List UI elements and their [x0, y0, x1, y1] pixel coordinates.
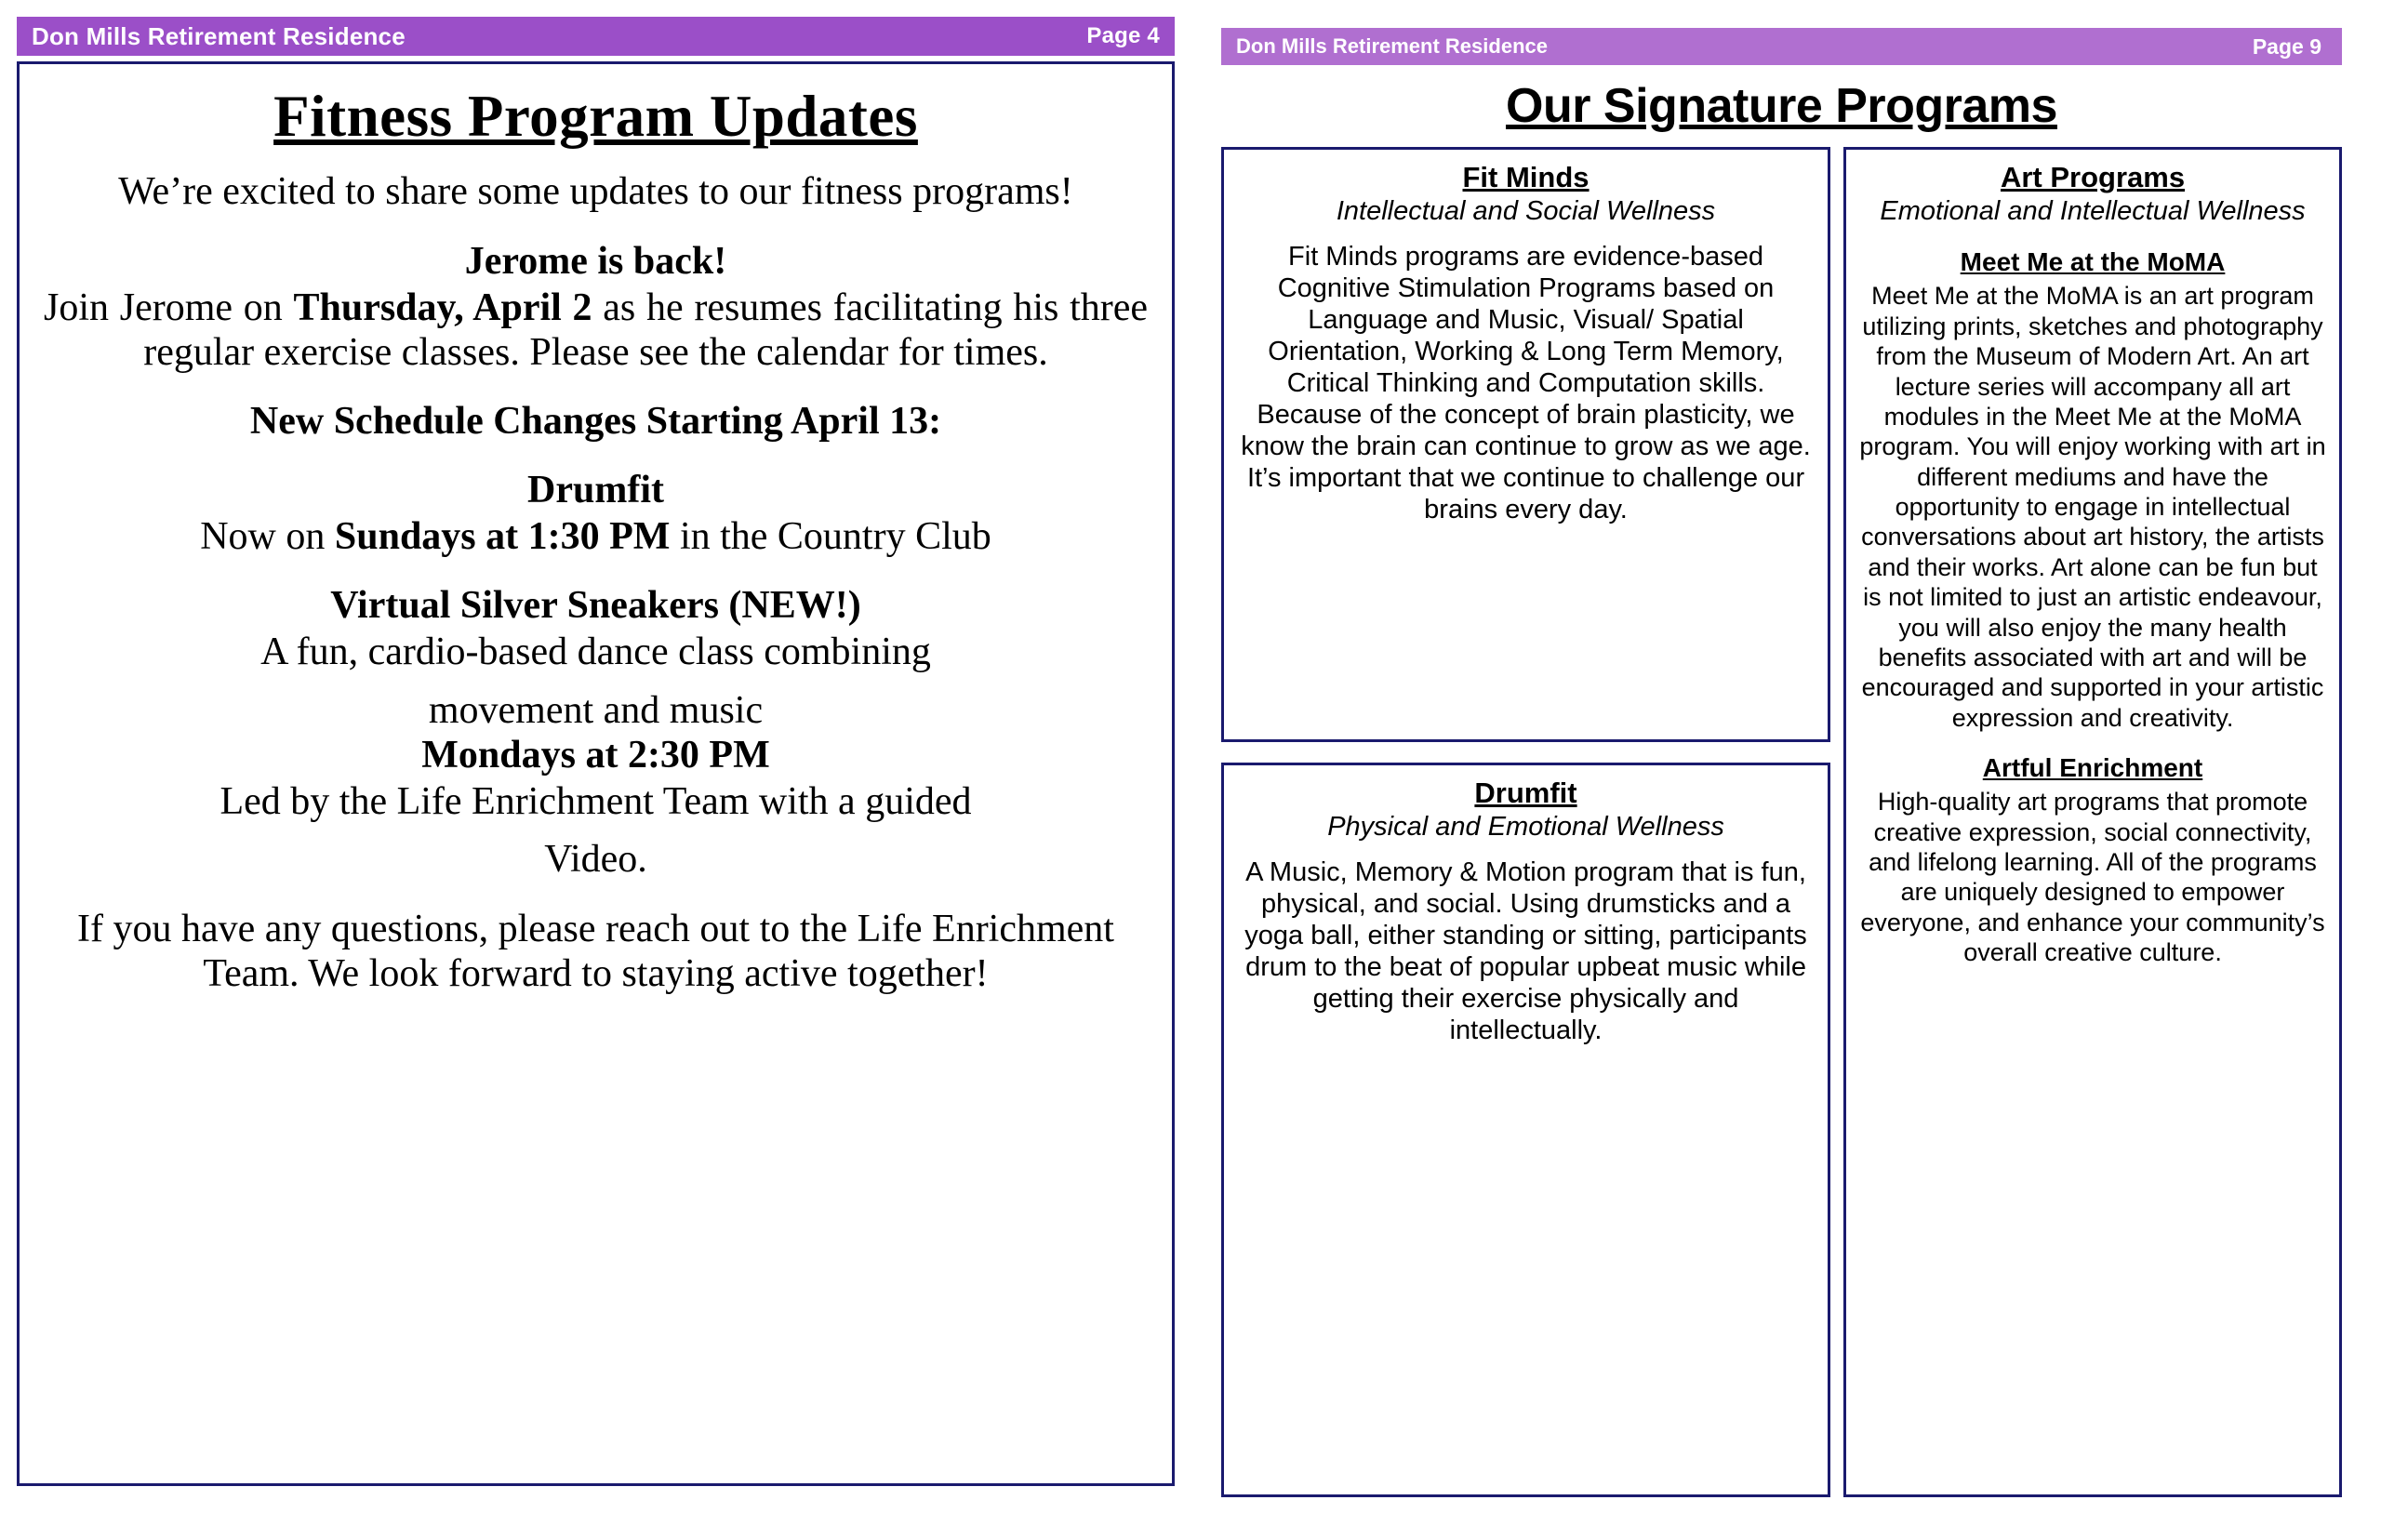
drumfit-subtitle: Physical and Emotional Wellness [1327, 812, 1724, 842]
intro-paragraph: We’re excited to share some updates to our fitness programs! [118, 170, 1073, 214]
sneakers-description-1: A fun, cardio-based dance class combining [260, 631, 931, 674]
drumfit-text-post: in the Country Club [670, 515, 991, 559]
residence-name: Don Mills Retirement Residence [1236, 34, 1548, 58]
drumfit-paragraph [44, 514, 1148, 559]
page-number: Page 9 [2252, 33, 2321, 59]
moma-heading: Meet Me at the MoMA [1960, 247, 2226, 277]
residence-name: Don Mills Retirement Residence [32, 21, 406, 50]
art-programs-subtitle: Emotional and Intellectual Wellness [1880, 196, 2306, 226]
panel-art-programs [1843, 147, 2342, 1497]
page-9-header [1221, 28, 2342, 65]
artful-enrichment-body: High-quality art programs that promote creative expression, social connectivity, and lifelong learning. All of the programs are uniquely designed to empower everyone, and enhance your community’s overall creative culture. [1860, 788, 2325, 967]
drumfit-time: Sundays at 1:30 PM [334, 515, 671, 559]
moma-body: Meet Me at the MoMA is an art program utilizing prints, sketches and photography from the Museum of Modern Art. An art lecture series will accompany all art modules in the Meet Me at the MoMA program. You will enjoy working with art in different mediums and have the opportunity to engage in intellectual conversations about art history, the artists and their works. Art alone can be fun but is not limited to just an artistic endeavour, you will also enjoy the many health benefits associated with art and will be encouraged and supported in your artistic expression and creativity. [1859, 282, 2326, 732]
closing-paragraph: If you have any questions, please reach out to the Life Enrichment Team. We look forward to staying active together! [77, 907, 1114, 995]
fit-minds-subtitle: Intellectual and Social Wellness [1336, 196, 1716, 226]
jerome-text-post: as he resumes facilitating his three regular exercise classes. Please see the calendar for times. [143, 285, 1149, 374]
art-programs-title: Art Programs [2000, 161, 2186, 193]
schedule-heading: New Schedule Changes Starting April 13: [249, 400, 942, 444]
programs-column-left [1221, 147, 1830, 1497]
fit-minds-title: Fit Minds [1462, 161, 1590, 193]
panel-fit-minds [1221, 147, 1830, 742]
sneakers-description-2: movement and music [428, 688, 764, 732]
artful-enrichment-heading: Artful Enrichment [1982, 753, 2203, 783]
panel-drumfit [1221, 763, 1830, 1497]
programs-column-right [1843, 147, 2342, 1497]
programs-columns [1221, 147, 2342, 1497]
fit-minds-body: Fit Minds programs are evidence-based Cognitive Stimulation Programs based on Language and Music, Visual/ Spatial Orientation, Working & Long Term Memory, Critical Thinking and Computation skills. Because of the concept of brain plasticity, we know the brain can continue to grow as we age. It’s important that we continue to challenge our brains every day. [1241, 242, 1811, 524]
silver-sneakers-heading: Virtual Silver Sneakers (NEW!) [330, 584, 861, 628]
page-title: Fitness Program Updates [273, 84, 918, 149]
drumfit-body: A Music, Memory & Motion program that is fun, physical, and social. Using drumsticks and a yoga ball, either standing or sitting, participants drum to the beat of popular upbeat music while getting their exercise physically and intellectually. [1244, 857, 1807, 1045]
sneakers-description-3: Led by the Life Enrichment Team with a guided [219, 780, 972, 824]
sneakers-time: Mondays at 2:30 PM [421, 734, 770, 777]
jerome-paragraph [44, 285, 1148, 376]
jerome-text-pre: Join Jerome on [44, 285, 294, 329]
drumfit-text-pre: Now on [200, 515, 335, 559]
page-9 [1195, 0, 2381, 1540]
drumfit-heading: Drumfit [527, 469, 664, 512]
signature-programs-title: Our Signature Programs [1506, 79, 2057, 133]
jerome-date: Thursday, April 2 [293, 285, 592, 329]
sneakers-description-4: Video. [544, 838, 647, 882]
drumfit-title: Drumfit [1474, 777, 1577, 809]
page-4-header [17, 17, 1175, 56]
jerome-heading: Jerome is back! [464, 239, 727, 283]
page-number: Page 4 [1086, 23, 1160, 48]
fitness-updates-box [17, 61, 1175, 1486]
